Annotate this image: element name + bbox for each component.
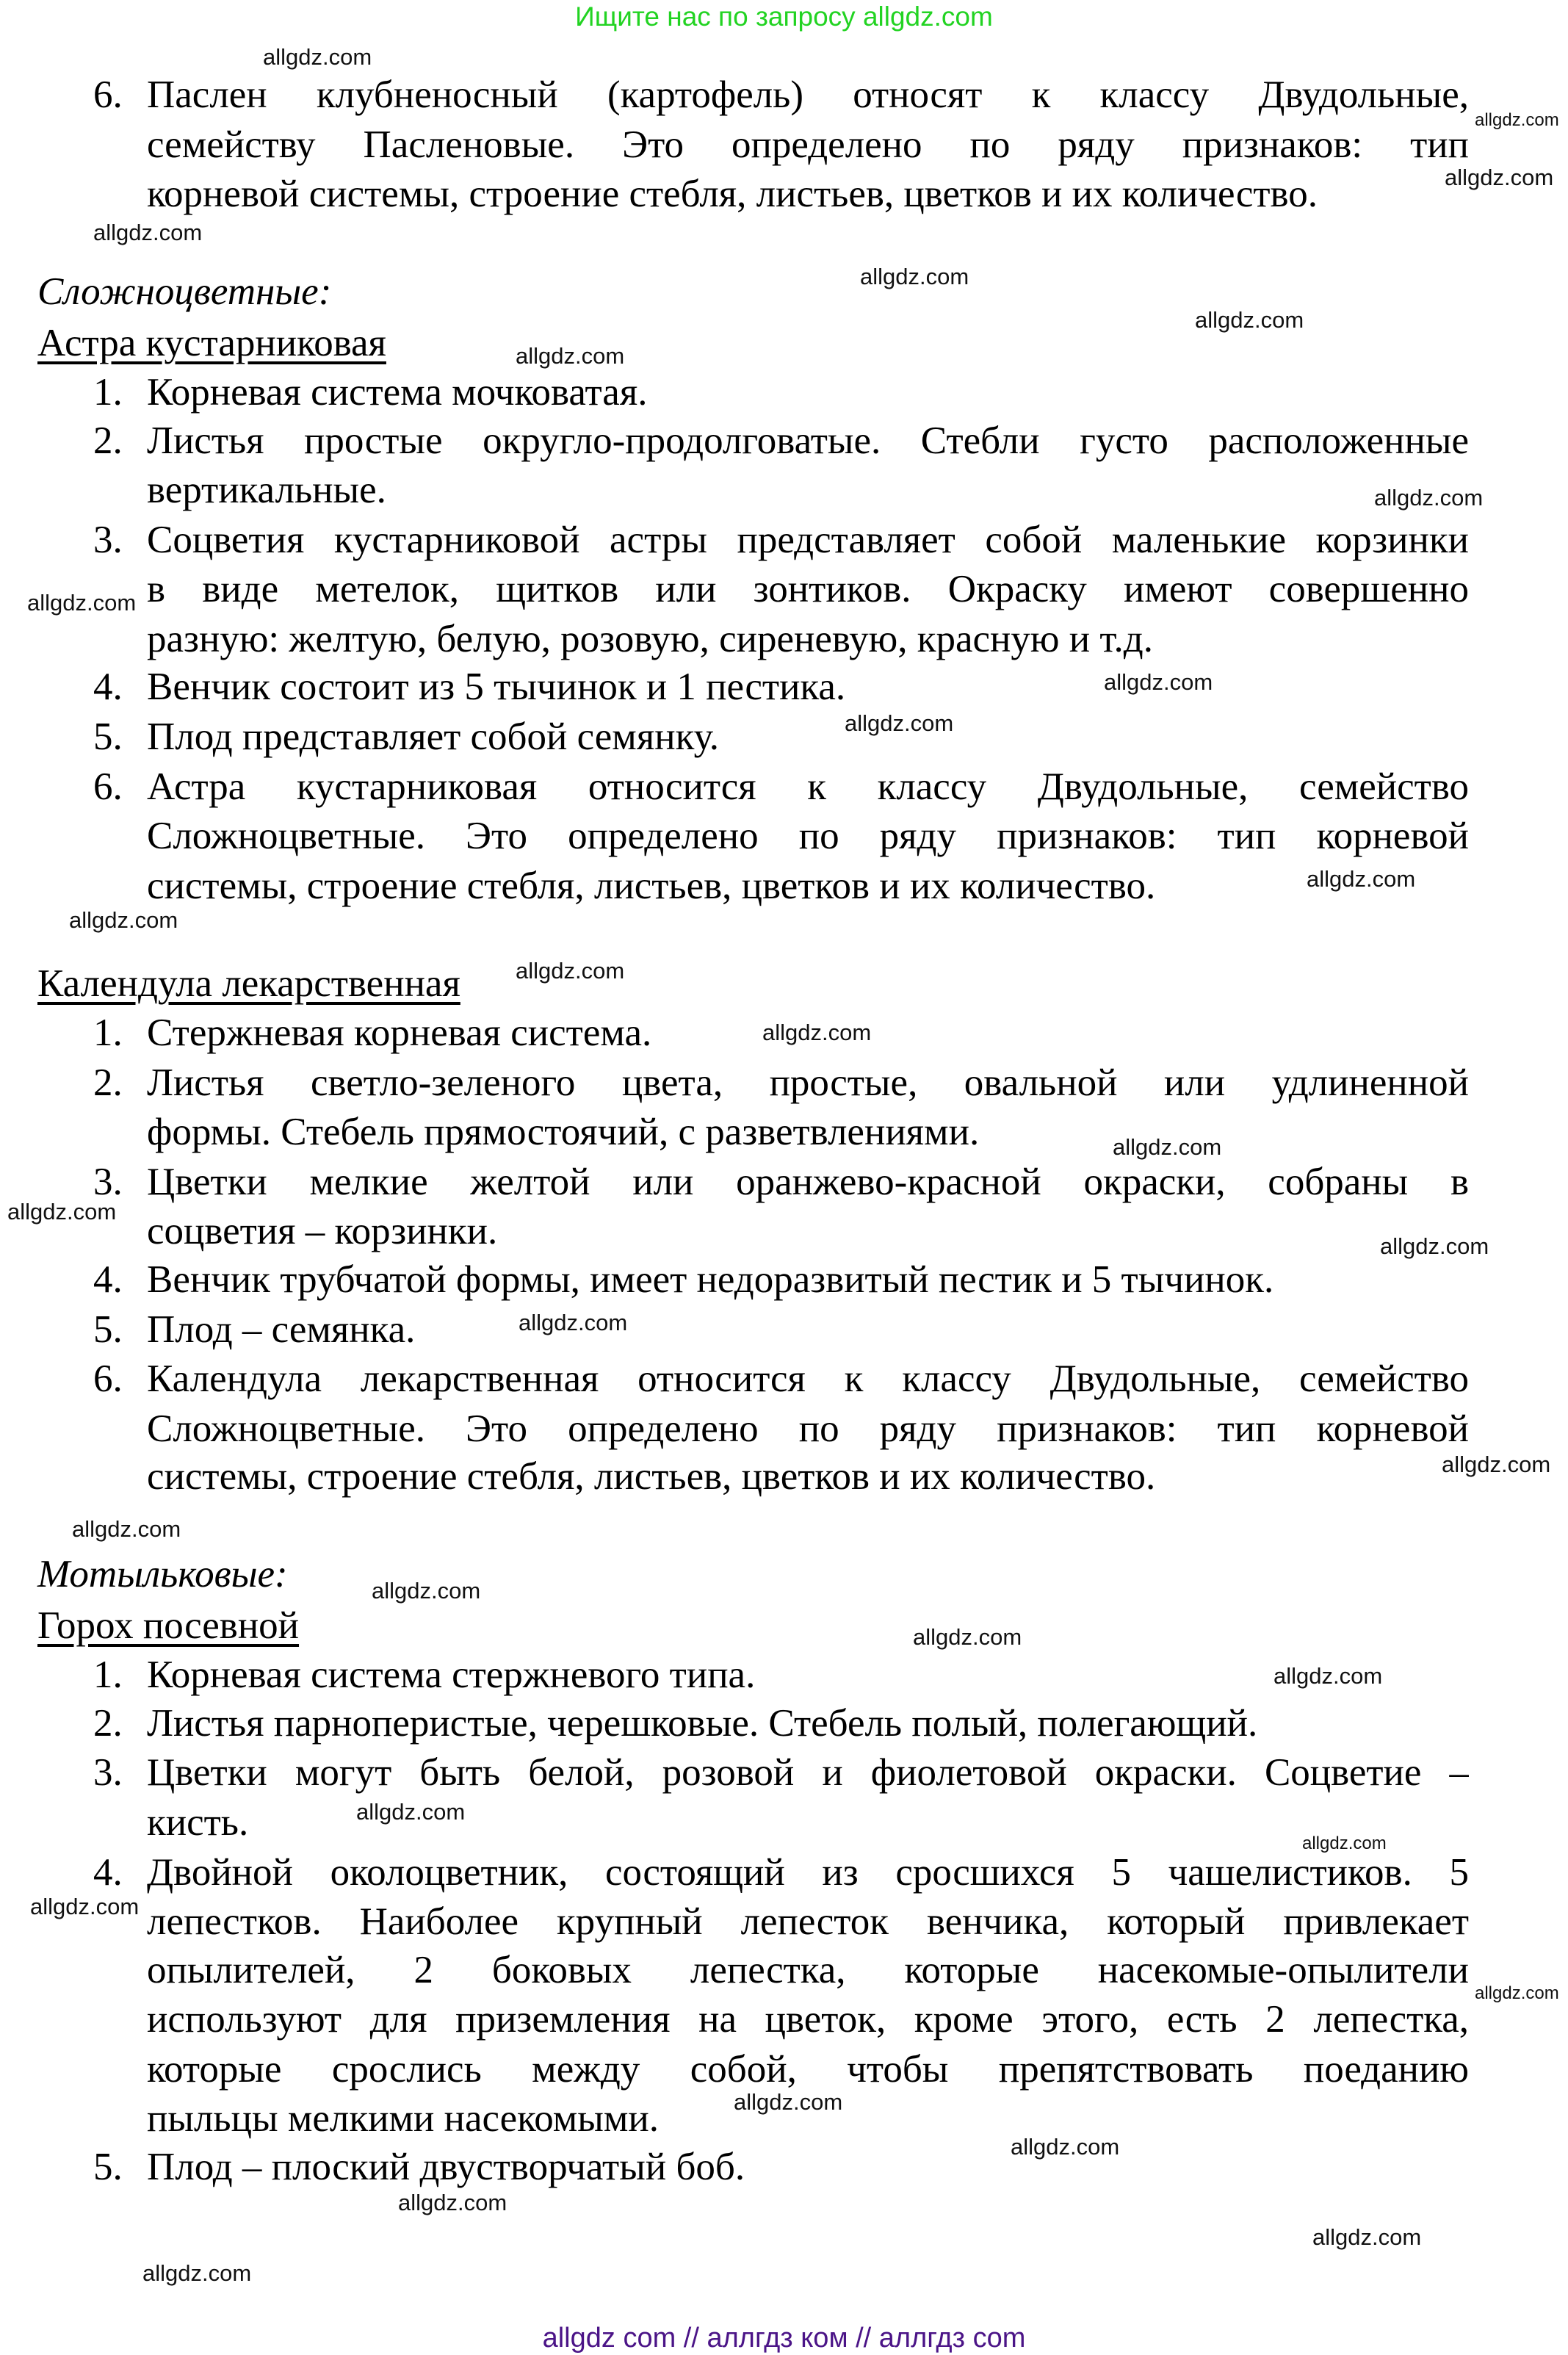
paragraph-line: системы, строение стебля, листьев, цветков и их количество. (147, 1455, 1156, 1498)
watermark-text: allgdz.com (1442, 1451, 1551, 1477)
item-number: 3. (93, 519, 123, 561)
watermark-text: allgdz.com (845, 710, 954, 736)
paragraph-line: Соцветия кустарниковой астры представляет собой маленькие корзинки (147, 519, 1469, 561)
watermark-text: allgdz.com (1011, 2134, 1120, 2160)
paragraph-line: разную: желтую, белую, розовую, сиреневую, красную и т.д. (147, 618, 1153, 660)
paragraph-line: Листья парноперистые, черешковые. Стебель полый, полегающий. (147, 1702, 1258, 1745)
item-number: 4. (93, 666, 123, 708)
family-heading: Мотыльковые: (37, 1553, 288, 1595)
item-number: 6. (93, 1357, 123, 1400)
item-number: 6. (93, 73, 123, 116)
watermark-text: allgdz.com (1273, 1663, 1383, 1689)
paragraph-line: Сложноцветные. Это определено по ряду признаков: тип корневой (147, 815, 1469, 857)
paragraph-line: семейству Пасленовые. Это определено по ряду признаков: тип (147, 123, 1469, 166)
watermark-text: allgdz.com (356, 1799, 466, 1825)
watermark-text: allgdz.com (69, 907, 178, 933)
watermark-text: allgdz.com (1374, 485, 1484, 511)
watermark-text: allgdz.com (30, 1894, 140, 1919)
watermark-text: allgdz.com (913, 1624, 1022, 1650)
paragraph-line: пыльцы мелкими насекомыми. (147, 2097, 660, 2140)
paragraph-line: Плод – семянка. (147, 1308, 416, 1351)
paragraph-line: Двойной околоцветник, состоящий из сросшихся 5 чашелистиков. 5 (147, 1851, 1469, 1894)
paragraph-line: Корневая система стержневого типа. (147, 1653, 756, 1696)
item-number: 2. (93, 419, 123, 462)
paragraph-line: Венчик трубчатой формы, имеет недоразвитый пестик и 5 тычинок. (147, 1258, 1274, 1301)
paragraph-line: Плод – плоский двустворчатый боб. (147, 2146, 745, 2188)
paragraph-line: опылителей, 2 боковых лепестка, которые насекомые-опылители (147, 1949, 1469, 1991)
paragraph-line: Плод представляет собой семянку. (147, 715, 720, 758)
paragraph-line: в виде метелок, щитков или зонтиков. Окраску имеют совершенно (147, 568, 1469, 610)
paragraph-line: вертикальные. (147, 469, 386, 511)
watermark-text: allgdz.com (1475, 110, 1559, 130)
watermark-text: allgdz.com (762, 1020, 872, 1045)
paragraph-line: Астра кустарниковая относится к классу Двудольные, семейство (147, 765, 1469, 808)
paragraph-line: Листья светло-зеленого цвета, простые, овальной или удлиненной (147, 1061, 1469, 1104)
item-number: 5. (93, 715, 123, 758)
watermark-text: allgdz.com (519, 1310, 628, 1335)
watermark-text: allgdz.com (1302, 1833, 1387, 1853)
paragraph-line: Стержневая корневая система. (147, 1011, 652, 1054)
item-number: 1. (93, 1653, 123, 1696)
watermark-text: allgdz.com (1113, 1134, 1222, 1160)
paragraph-line: Листья простые округло-продолговатые. Стебли густо расположенные (147, 419, 1469, 462)
paragraph-line: Сложноцветные. Это определено по ряду признаков: тип корневой (147, 1407, 1469, 1450)
search-banner: Ищите нас по запросу allgdz.com (575, 1, 993, 32)
watermark-text: allgdz.com (1195, 307, 1304, 333)
paragraph-line: используют для приземления на цветок, кроме этого, есть 2 лепестка, (147, 1998, 1469, 2041)
paragraph-line: Корневая система мочковатая. (147, 371, 648, 414)
paragraph-line: лепестков. Наиболее крупный лепесток венчика, который привлекает (147, 1900, 1469, 1943)
watermark-text: allgdz.com (1312, 2224, 1422, 2250)
paragraph-line: формы. Стебель прямостоячий, с разветвлениями. (147, 1111, 980, 1153)
paragraph-line: системы, строение стебля, листьев, цветков и их количество. (147, 865, 1156, 907)
paragraph-line: Паслен клубненосный (картофель) относят к классу Двудольные, (147, 73, 1469, 116)
item-number: 2. (93, 1061, 123, 1104)
item-number: 6. (93, 765, 123, 808)
item-number: 5. (93, 2146, 123, 2188)
paragraph-line: которые срослись между собой, чтобы препятствовать поеданию (147, 2048, 1469, 2091)
footer-banner: allgdz com // аллгдз ком // аллгдз com (542, 2323, 1026, 2354)
watermark-text: allgdz.com (93, 220, 203, 245)
species-heading: Календула лекарственная (37, 962, 460, 1005)
watermark-text: allgdz.com (516, 343, 625, 369)
watermark-text: allgdz.com (398, 2190, 507, 2215)
species-heading: Астра кустарниковая (37, 322, 386, 364)
watermark-text: allgdz.com (1445, 165, 1554, 190)
watermark-text: allgdz.com (516, 958, 625, 984)
item-number: 2. (93, 1702, 123, 1745)
paragraph-line: соцветия – корзинки. (147, 1210, 498, 1252)
item-number: 1. (93, 371, 123, 414)
item-number: 5. (93, 1308, 123, 1351)
paragraph-line: кисть. (147, 1801, 249, 1844)
item-number: 4. (93, 1851, 123, 1894)
watermark-text: allgdz.com (27, 590, 137, 616)
species-heading: Горох посевной (37, 1604, 300, 1647)
item-number: 1. (93, 1011, 123, 1054)
watermark-text: allgdz.com (263, 44, 372, 70)
paragraph-line: Цветки мелкие желтой или оранжево-красной окраски, собраны в (147, 1161, 1469, 1203)
paragraph-line: Календула лекарственная относится к классу Двудольные, семейство (147, 1357, 1469, 1400)
watermark-text: allgdz.com (1307, 866, 1416, 892)
watermark-text: allgdz.com (72, 1516, 181, 1542)
family-heading: Сложноцветные: (37, 270, 332, 313)
watermark-text: allgdz.com (372, 1578, 481, 1604)
paragraph-line: Венчик состоит из 5 тычинок и 1 пестика. (147, 666, 846, 708)
watermark-text: allgdz.com (1104, 669, 1213, 695)
watermark-text: allgdz.com (1475, 1983, 1559, 2003)
watermark-text: allgdz.com (734, 2089, 843, 2115)
paragraph-line: корневой системы, строение стебля, листьев, цветков и их количество. (147, 173, 1318, 215)
watermark-text: allgdz.com (1380, 1233, 1489, 1259)
paragraph-line: Цветки могут быть белой, розовой и фиолетовой окраски. Соцветие – (147, 1751, 1469, 1794)
item-number: 3. (93, 1161, 123, 1203)
watermark-text: allgdz.com (142, 2260, 252, 2286)
item-number: 4. (93, 1258, 123, 1301)
watermark-text: allgdz.com (7, 1199, 117, 1225)
watermark-text: allgdz.com (860, 264, 969, 289)
item-number: 3. (93, 1751, 123, 1794)
